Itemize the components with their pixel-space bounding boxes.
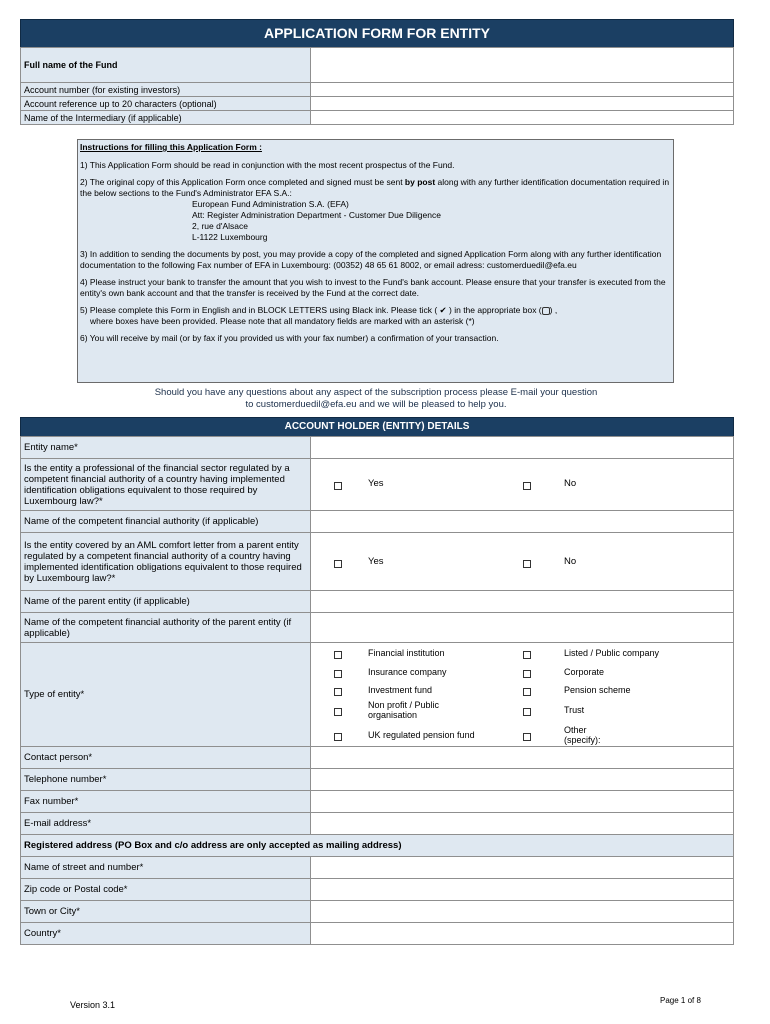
intermediary-label: Name of the Intermediary (if applicable) [21,111,311,125]
zip-input[interactable] [311,879,734,901]
email-label: E-mail address* [21,813,311,835]
type-option-label: Trust [564,705,585,715]
telephone-input[interactable] [311,769,734,791]
professional-no-checkbox[interactable] [523,482,531,490]
account-number-input[interactable] [311,83,734,97]
type-of-entity-label: Type of entity* [21,643,311,747]
type-option-label: Non profit / Public organisation [368,700,440,720]
type-option-label: Other (specify): [564,725,601,745]
questions-note [20,387,732,411]
efa-address [80,199,671,243]
type-trust-checkbox[interactable] [523,708,531,716]
email-input[interactable] [311,813,734,835]
town-label: Town or City* [21,901,311,923]
instruction-1: 1) This Application Form should be read in conjunction with the most recent prospectus of the Fund. [80,160,455,170]
aml-no-checkbox[interactable] [523,560,531,568]
checkbox-example-icon [542,307,550,315]
questions-line: to customerduedil@efa.eu and we will be pleased to help you. [245,399,507,410]
instructions-heading: Instructions for filling this Application Form : [80,142,262,152]
aml-no-label: No [564,556,577,567]
instruction-3: 3) In addition to sending the documents by post, you may provide a copy of the completed and signed Application Form along with any further identification documentation to the following Fax number of EFA in Luxembourg: (00352) 48 65 61 8002, or email adress: customerduedil@efa.eu [80,249,662,270]
instructions-box [77,139,674,383]
professional-no-label: No [564,478,577,489]
tick-icon: ✔ [439,305,447,315]
entity-name-label: Entity name* [21,437,311,459]
instruction-6: 6) You will receive by mail (or by fax if you provided us with your fax number) a confirmation of your transaction. [80,333,499,343]
address-line: European Fund Administration S.A. (EFA) [192,199,349,209]
address-line: Att: Register Administration Department - Customer Due Diligence [192,210,441,220]
town-input[interactable] [311,901,734,923]
type-listed-company-checkbox[interactable] [523,651,531,659]
instruction-5 [80,305,671,327]
type-option-label: Listed / Public company [564,648,660,658]
registered-address-heading: Registered address (PO Box and c/o address are only accepted as mailing address) [21,835,734,857]
type-other-checkbox[interactable] [523,733,531,741]
competent-authority-input[interactable] [311,511,734,533]
country-label: Country* [21,923,311,945]
fax-input[interactable] [311,791,734,813]
address-line: L-1122 Luxembourg [192,232,268,242]
instruction-2-bold: by post [404,177,436,187]
address-line: 2, rue d'Alsace [192,221,248,231]
contact-person-input[interactable] [311,747,734,769]
instruction-2-text-after: along with any further identification documentation required in the below sections to the Fund's Administrator EFA S.A.: [80,177,670,198]
professional-question-label: Is the entity a professional of the financial sector regulated by a competent financial authority of a country having implemented identification obligations equivalent to those required by Luxembourg law?* [21,459,311,511]
type-option-label: Insurance company [368,667,447,677]
instruction-5-line2: where boxes have been provided. Please note that all mandatory fields are marked with an asterisk (*) [90,316,475,326]
street-label: Name of street and number* [21,857,311,879]
top-fields-table [20,47,734,125]
account-reference-label: Account reference up to 20 characters (optional) [21,97,311,111]
professional-yes-label: Yes [368,478,384,489]
type-insurance-company-checkbox[interactable] [334,670,342,678]
type-pension-scheme-checkbox[interactable] [523,688,531,696]
account-reference-input[interactable] [311,97,734,111]
parent-entity-label: Name of the parent entity (if applicable) [21,591,311,613]
aml-yes-checkbox[interactable] [334,560,342,568]
account-number-label: Account number (for existing investors) [21,83,311,97]
type-corporate-checkbox[interactable] [523,670,531,678]
questions-line: Should you have any questions about any aspect of the subscription process please E-mail your question [154,387,598,398]
type-option-label: Investment fund [368,685,433,695]
entity-name-input[interactable] [311,437,734,459]
version-label: Version 3.1 [70,1000,116,1010]
type-non-profit-checkbox[interactable] [334,708,342,716]
instruction-2-text: 2) The original copy of this Application Form once completed and signed must be sent [80,177,405,187]
type-uk-pension-fund-checkbox[interactable] [334,733,342,741]
competent-authority-label: Name of the competent financial authority (if applicable) [21,511,311,533]
contact-person-label: Contact person* [21,747,311,769]
telephone-label: Telephone number* [21,769,311,791]
parent-authority-input[interactable] [311,613,734,643]
instruction-5-text-b: ) in the appropriate box ( [449,305,542,315]
country-input[interactable] [311,923,734,945]
professional-yes-checkbox[interactable] [334,482,342,490]
zip-label: Zip code or Postal code* [21,879,311,901]
street-input[interactable] [311,857,734,879]
section-title: ACCOUNT HOLDER (ENTITY) DETAILS [20,417,734,437]
instruction-5-text: 5) Please complete this Form in English and in BLOCK LETTERS using Black ink. Please tick ( [80,305,438,315]
instruction-5-text-c: ) , [549,305,558,315]
intermediary-input[interactable] [311,111,734,125]
form-title: APPLICATION FORM FOR ENTITY [20,19,734,48]
fund-name-label: Full name of the Fund [21,48,311,83]
parent-entity-input[interactable] [311,591,734,613]
type-option-label: Corporate [564,667,605,677]
type-option-label: Pension scheme [564,685,631,695]
aml-question-label: Is the entity covered by an AML comfort letter from a parent entity regulated by a competent financial authority of a country having implemented identification obligations equivalent to those required by Luxembourg law?* [21,533,311,591]
page-number: Page 1 of 8 [660,996,701,1005]
type-option-label: UK regulated pension fund [368,730,475,740]
fax-label: Fax number* [21,791,311,813]
type-financial-institution-checkbox[interactable] [334,651,342,659]
instruction-2 [80,177,671,199]
instruction-4: 4) Please instruct your bank to transfer the amount that you wish to invest to the Fund's bank account. Please ensure that your transfer is executed from the entity's own bank account and that the transfer is received by the Fund at the correct date. [80,277,666,298]
type-option-label: Financial institution [368,648,445,658]
aml-yes-label: Yes [368,556,384,567]
type-investment-fund-checkbox[interactable] [334,688,342,696]
parent-authority-label: Name of the competent financial authority of the parent entity (if applicable) [21,613,311,643]
fund-name-input[interactable] [311,48,734,83]
